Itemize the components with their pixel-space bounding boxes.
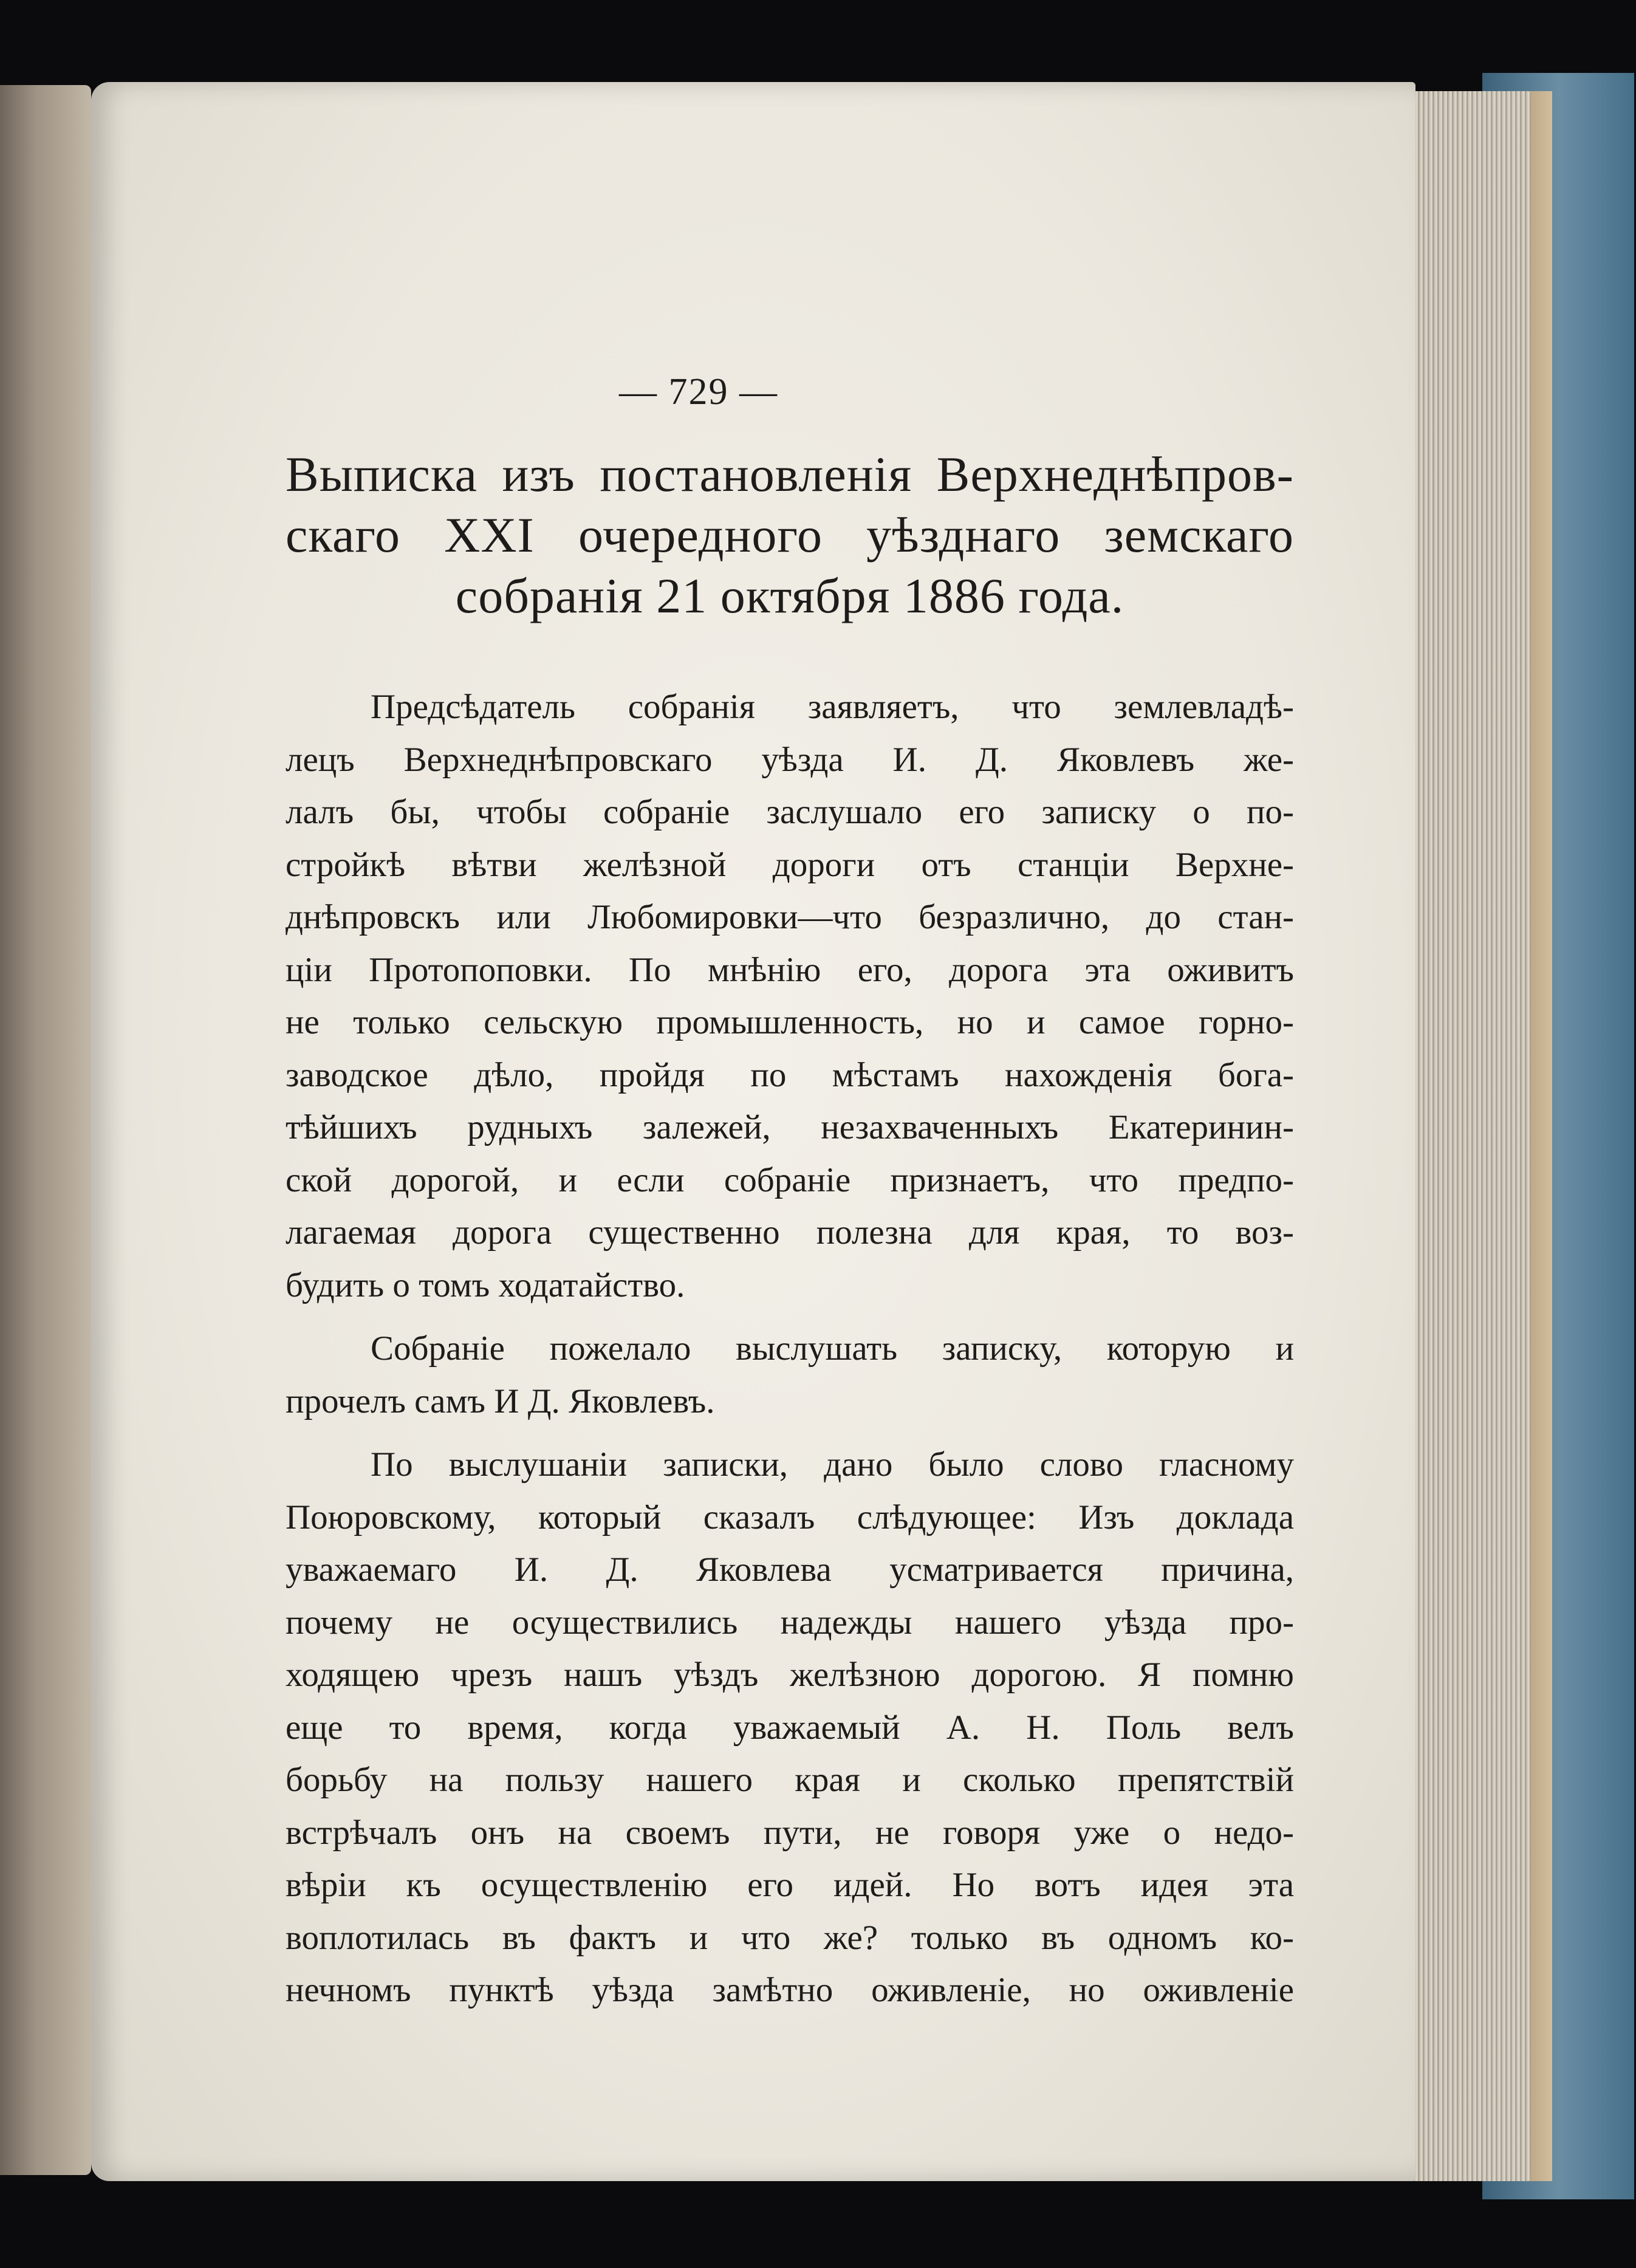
text-line: заводское дѣло, пройдя по мѣстамъ нахожденія бога- xyxy=(286,1055,1294,1094)
text-line: воплотилась въ фактъ и что же? только въ одномъ ко- xyxy=(286,1918,1294,1957)
page-content xyxy=(286,289,1294,2028)
text-line: ціи Протопоповки. По мнѣнію его, дорога эта оживитъ xyxy=(286,950,1294,989)
text-line: не только сельскую промышленность, но и самое горно- xyxy=(286,1003,1294,1041)
text-line: лагаемая дорога существенно полезна для края, то воз- xyxy=(286,1213,1294,1252)
text-line: встрѣчалъ онъ на своемъ пути, не говоря уже о недо- xyxy=(286,1813,1294,1852)
text-line: днѣпровскъ или Любомировки—что безразлично, до стан- xyxy=(286,898,1294,936)
text-line: ходящею чрезъ нашъ уѣздъ желѣзною дорогою. Я помню xyxy=(286,1656,1294,1694)
text-line: прочелъ самъ И Д. Яковлевъ. xyxy=(286,1382,715,1420)
text-line: вѣріи къ осуществленію его идей. Но вотъ идея эта xyxy=(286,1866,1294,1904)
text-line: еще то время, когда уважаемый А. Н. Поль велъ xyxy=(286,1708,1294,1747)
text-line: стройкѣ вѣтви желѣзной дороги отъ станціи Верхне- xyxy=(286,845,1294,884)
paragraph-2 xyxy=(286,1323,1294,1428)
text-line: почему не осуществились надежды нашего уѣзда про- xyxy=(286,1603,1294,1642)
paragraph-3 xyxy=(286,1439,1294,2017)
title-line: Выписка изъ постановленія Верхнеднѣпров- xyxy=(286,447,1294,502)
text-line: По выслушаніи записки, дано было слово гласному xyxy=(371,1445,1294,1484)
text-line: Предсѣдатель собранія заявляетъ, что землевладѣ- xyxy=(371,688,1294,726)
text-line: лецъ Верхнеднѣпровскаго уѣзда И. Д. Яковлевъ же- xyxy=(286,740,1294,779)
text-line: нечномъ пунктѣ уѣзда замѣтно оживленіе, но оживленіе xyxy=(286,1971,1294,2009)
text-line: уважаемаго И. Д. Яковлева усматривается причина, xyxy=(286,1550,1294,1589)
title-line: собранія 21 октября 1886 года. xyxy=(455,568,1124,623)
body-text xyxy=(286,681,1294,2017)
text-line: Поюровскому, который сказалъ слѣдующее: Изъ доклада xyxy=(286,1498,1294,1537)
book-page xyxy=(91,82,1415,2181)
page-title xyxy=(286,444,1294,626)
page-number: — 729 — xyxy=(619,371,778,413)
text-line: ской дорогой, и если собраніе признаетъ, что предпо- xyxy=(286,1160,1294,1199)
text-line: борьбу на пользу нашего края и сколько препятствій xyxy=(286,1761,1294,1799)
title-line: скаго XXI очередного уѣзднаго земскаго xyxy=(286,507,1294,563)
left-page-edge xyxy=(0,85,91,2175)
text-line: Собраніе пожелало выслушать записку, которую и xyxy=(371,1329,1294,1368)
text-line: лалъ бы, чтобы собраніе заслушало его записку о по- xyxy=(286,793,1294,831)
text-line: будить о томъ ходатайство. xyxy=(286,1266,685,1304)
text-line: тѣйшихъ рудныхъ залежей, незахваченныхъ Екатеринин- xyxy=(286,1108,1294,1146)
paragraph-1 xyxy=(286,681,1294,1312)
